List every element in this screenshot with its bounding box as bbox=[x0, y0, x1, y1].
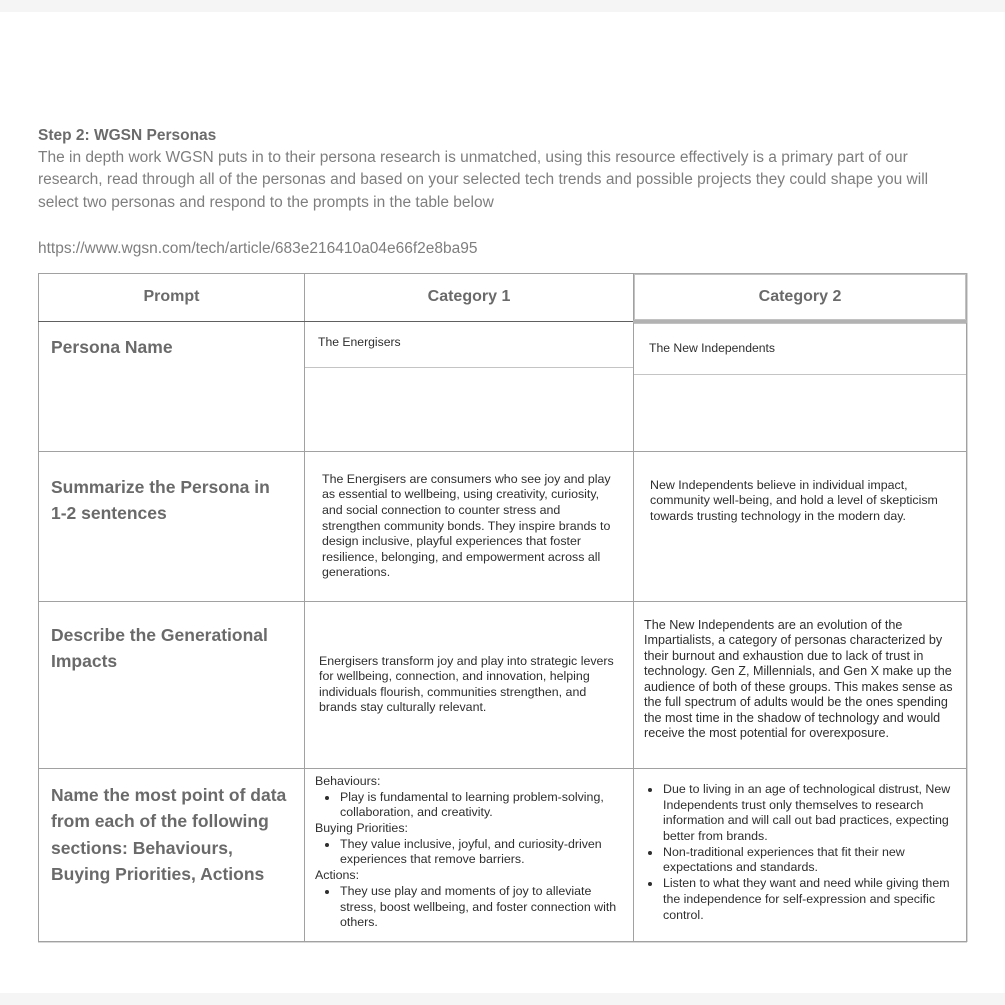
section-label-behaviours: Behaviours: bbox=[315, 773, 381, 788]
cell-impacts-category-1[interactable]: Energisers transform joy and play into strategic levers for wellbeing, connection, and innovation, helping individuals flourish, communities strengthen, and brands stay culturally relevant. bbox=[305, 601, 634, 768]
header-row bbox=[39, 273, 967, 321]
prompt-persona-name[interactable]: Persona Name bbox=[39, 321, 305, 451]
bullet-item: • Play is fundamental to learning problem-solving, collaboration, and creativity. bbox=[339, 790, 627, 821]
prompt-data-points[interactable]: Name the most point of data from each of the following sections: Behaviours, Buying Priorities, Actions bbox=[39, 768, 305, 941]
cell-summary-category-1[interactable]: The Energisers are consumers who see joy and play as essential to wellbeing, using creativity, curiosity, and social connection to counter stress and strengthen community bonds. They inspire brands to design inclusive, playful experiences that foster resilience, belonging, and empowerment across all generations. bbox=[305, 451, 634, 601]
header-category-2[interactable]: Category 2 bbox=[634, 273, 967, 321]
cell-data-points-category-1[interactable] bbox=[305, 768, 634, 941]
cell-summary-category-2[interactable]: New Independents believe in individual impact, community well-being, and hold a level of skepticism towards trusting technology in the modern day. bbox=[634, 451, 967, 601]
intro-paragraph: The in depth work WGSN puts in to their persona research is unmatched, using this resource effectively is a primary part of our research, read through all of the personas and based on your selected tech trends and possible projects they could shape you will select two personas and respond to the prompts in the table below bbox=[38, 149, 929, 211]
bullet-item: • They use play and moments of joy to alleviate stress, boost wellbeing, and foster connection with others. bbox=[339, 884, 627, 931]
header-prompt[interactable]: Prompt bbox=[39, 273, 305, 321]
cell-persona-name-category-1[interactable] bbox=[305, 321, 634, 451]
buying-priorities-bullet-list bbox=[315, 837, 627, 868]
section-label-actions: Actions: bbox=[315, 868, 360, 883]
bullet-item: • They value inclusive, joyful, and curiosity-driven experiences that remove barriers. bbox=[339, 837, 627, 868]
table-row-persona-name bbox=[39, 321, 967, 451]
bullet-item: • Due to living in an age of technological distrust, New Independents trust only themselves to research information and will call out bad practices, expecting better from brands. bbox=[662, 782, 960, 845]
cell-persona-name-category-2[interactable] bbox=[634, 321, 967, 451]
table-row-data-points bbox=[39, 768, 967, 941]
cell-impacts-category-2[interactable]: The New Independents are an evolution of the Impartialists, a category of personas characterized by their burnout and exhaustion due to lack of trust in technology. Gen Z, Millennials, and Gen X make up the audience of both of these groups. This makes sense as the full spectrum of adults would be the ones spending the most time in the shadow of technology and would receive the most potential for overexposure. bbox=[634, 601, 967, 768]
section-label-buying-priorities: Buying Priorities: bbox=[315, 821, 408, 835]
step-heading: Step 2: WGSN Personas bbox=[38, 127, 217, 144]
behaviours-bullet-list bbox=[315, 790, 627, 821]
persona-name-value-1: The Energisers bbox=[305, 322, 633, 368]
persona-table bbox=[38, 273, 967, 942]
wgsn-article-url[interactable]: https://www.wgsn.com/tech/article/683e216410a04e66f2e8ba95 bbox=[38, 239, 478, 257]
persona-name-value-2: The New Independents bbox=[634, 323, 966, 375]
prompt-generational-impacts[interactable]: Describe the Generational Impacts bbox=[39, 601, 305, 768]
bullet-item: • Non-traditional experiences that fit their new expectations and standards. bbox=[662, 845, 960, 876]
page-bottom-edge bbox=[0, 993, 1005, 1005]
table-row-summarize bbox=[39, 451, 967, 601]
table-row-generational-impacts bbox=[39, 601, 967, 768]
bullet-item: • Listen to what they want and need while giving them the independence for self-expression and specific control. bbox=[662, 876, 960, 923]
cell-data-points-category-2[interactable] bbox=[634, 768, 967, 941]
document-page bbox=[0, 12, 1005, 993]
category-2-bullet-list bbox=[642, 782, 960, 923]
prompt-summarize[interactable]: Summarize the Persona in 1-2 sentences bbox=[39, 451, 305, 601]
actions-bullet-list bbox=[315, 884, 627, 931]
header-category-1[interactable]: Category 1 bbox=[305, 273, 634, 321]
document-content bbox=[38, 12, 966, 942]
